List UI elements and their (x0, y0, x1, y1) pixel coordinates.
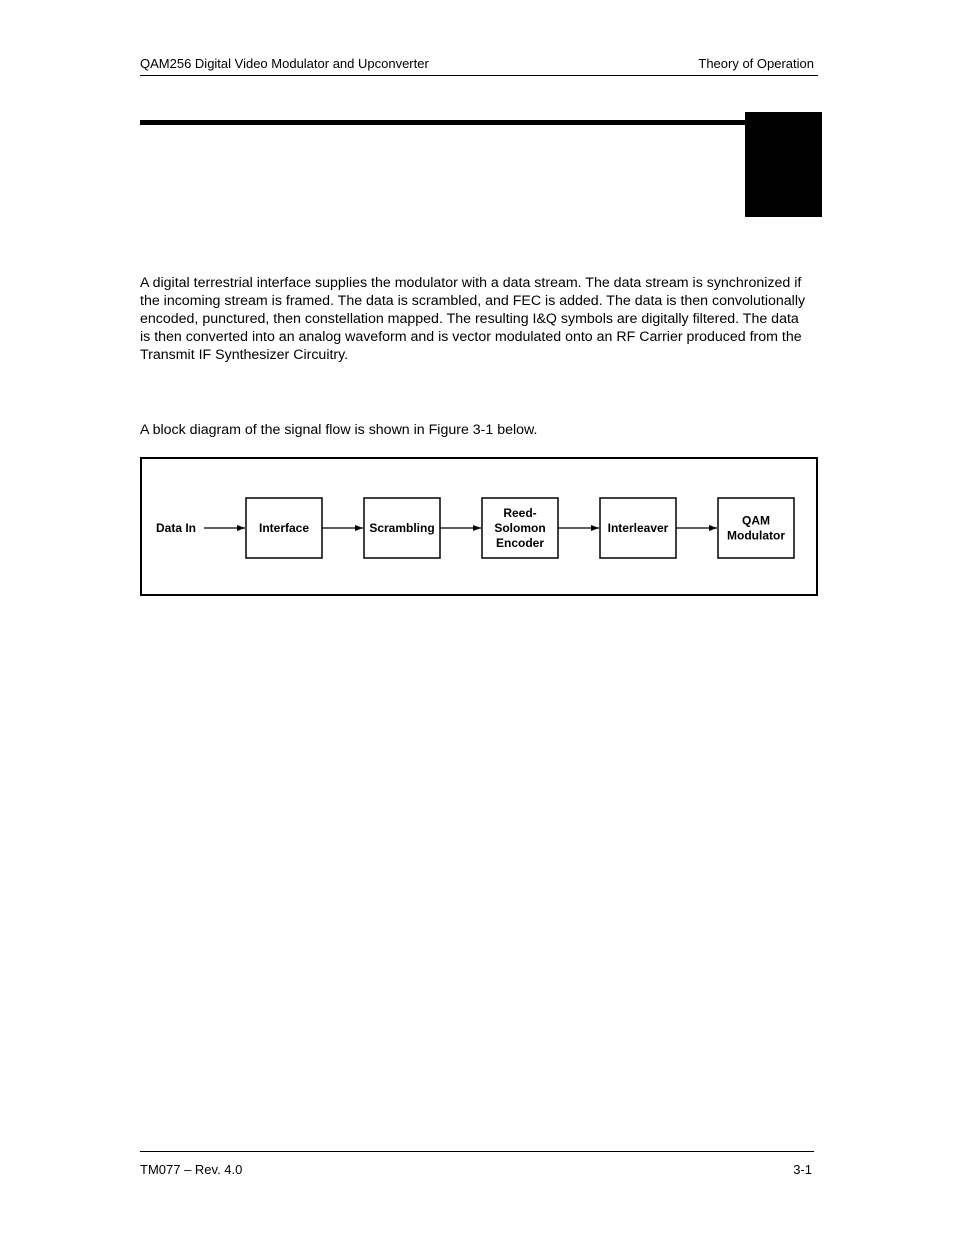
data-in-label: Data In (156, 521, 197, 535)
diagram-block-label: Interface (258, 521, 310, 535)
intro-paragraph: A digital terrestrial interface supplies the modulator with a data stream. The data stream is synchronized if the incoming stream is framed. The data is scrambled, and FEC is added. The data is then convolutionally encoded, punctured, then constellation mapped. The resulting I&Q symbols are digitally filtered. The data is then converted into an analog waveform and is vector modulated onto an RF Carrier produced from the Transmit IF Synthesizer Circuitry. (140, 275, 806, 363)
block-diagram-figure (140, 457, 818, 596)
diagram-block-label: QAM (742, 513, 770, 528)
diagram-block-label: Encoder (495, 536, 545, 550)
diagram-block-label: Reed- (503, 506, 537, 520)
figure-reference-paragraph: A block diagram of the signal flow is shown in Figure 3-1 below. (140, 422, 538, 438)
diagram-block-label: Interleaver (607, 521, 669, 535)
diagram-block-label: Modulator (727, 528, 785, 543)
header-divider (140, 75, 818, 76)
chapter-tab (745, 112, 822, 217)
diagram-block-label: Scrambling (369, 521, 435, 535)
block-diagram (142, 459, 816, 594)
diagram-block-label: Solomon (494, 521, 546, 535)
page-number: 3-1 (793, 1162, 812, 1177)
chapter-rule (140, 120, 746, 125)
document-revision: TM077 – Rev. 4.0 (140, 1162, 243, 1177)
diagram-blocks (204, 498, 794, 558)
running-header-title: QAM256 Digital Video Modulator and Upconverter (140, 56, 429, 71)
running-header-section: Theory of Operation (698, 56, 814, 71)
footer-divider (140, 1151, 814, 1152)
